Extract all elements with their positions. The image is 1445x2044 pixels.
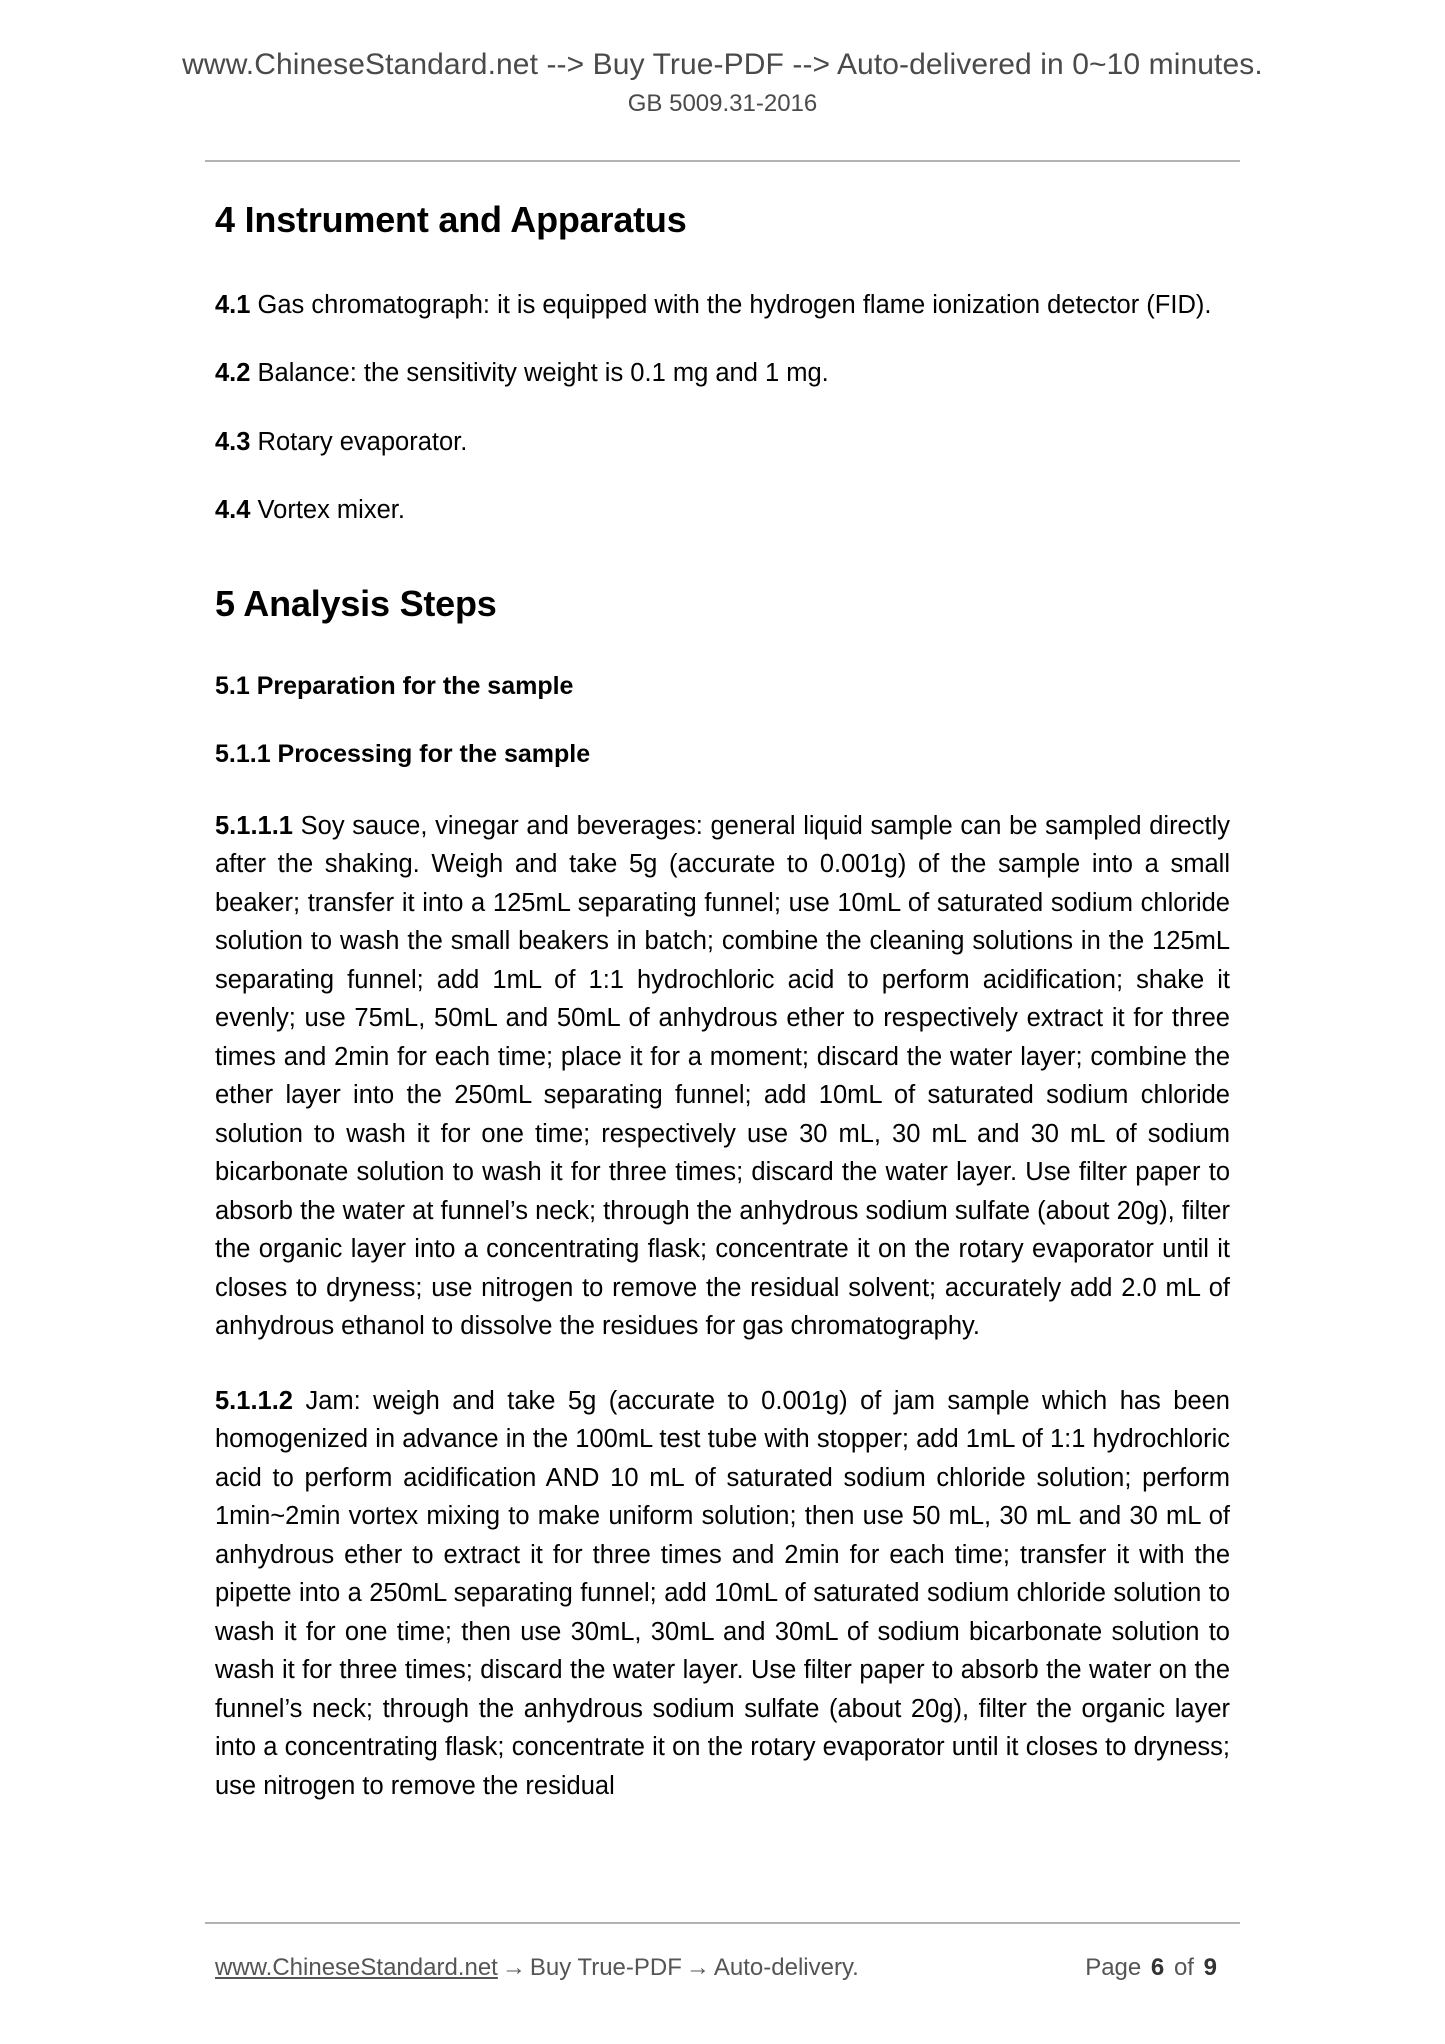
page-footer xyxy=(215,1954,1230,1982)
footer-buy-label: Buy True-PDF xyxy=(529,1954,682,1981)
clause-text: Jam: weigh and take 5g (accurate to 0.001g) of jam sample which has been homogenized in advance in the 100mL test tube with stopper; add 1mL of 1:1 hydrochloric acid to perform acidification AND 10 mL of saturated sodium chloride solution; perform 1min~2min vortex mixing to make uniform solution; then use 50 mL, 30 mL and 30 mL of anhydrous ether to extract it for three times and 2min for each time; transfer it with the pipette into a 250mL separating funnel; add 10mL of saturated sodium chloride solution to wash it for one time; then use 30mL, 30mL and 30mL of sodium bicarbonate solution to wash it for three times; discard the water layer. Use filter paper to absorb the water on the funnel’s neck; through the anhydrous sodium sulfate (about 20g), filter the organic layer into a concentrating flask; concentrate it on the rotary evaporator until it closes to dryness; use nitrogen to remove the residual xyxy=(215,1386,1230,1800)
spacer xyxy=(215,461,1230,491)
section-heading-analysis: 5 Analysis Steps xyxy=(215,582,497,624)
arrow-right-icon: → xyxy=(501,1954,526,1981)
page-header xyxy=(0,48,1445,117)
spacer xyxy=(215,324,1230,354)
subsection-heading-5-1-1: 5.1.1 Processing for the sample xyxy=(215,740,591,769)
footer-site-link[interactable]: www.ChineseStandard.net xyxy=(215,1954,498,1981)
clause-4-4 xyxy=(215,491,1230,530)
clause-text: Rotary evaporator. xyxy=(250,427,468,456)
footer-delivery-label: Auto-delivery. xyxy=(713,1954,859,1981)
clause-text: Gas chromatograph: it is equipped with the hydrogen flame ionization detector (FID). xyxy=(250,290,1212,319)
page-label: Page xyxy=(1085,1954,1142,1981)
spacer xyxy=(215,393,1230,423)
clause-4-3 xyxy=(215,423,1230,462)
subsection-heading-5-1: 5.1 Preparation for the sample xyxy=(215,671,574,700)
clause-number: 4.3 xyxy=(215,427,251,456)
spacer xyxy=(215,530,1230,582)
spacer xyxy=(215,702,1230,738)
footer-promo xyxy=(215,1954,859,1982)
standard-number: GB 5009.31-2016 xyxy=(627,89,818,117)
current-page-number: 6 xyxy=(1150,1954,1165,1981)
header-divider xyxy=(205,160,1240,162)
section-heading-instrument: 4 Instrument and Apparatus xyxy=(215,199,687,240)
clause-5-1-1-1 xyxy=(215,807,1230,1346)
clause-number: 4.1 xyxy=(215,290,251,319)
spacer xyxy=(215,242,1230,286)
header-promo-text: www.ChineseStandard.net --> Buy True-PDF --> Auto-delivered in 0~10 minutes. xyxy=(182,48,1263,81)
footer-divider xyxy=(205,1922,1240,1924)
spacer xyxy=(215,771,1230,807)
of-label: of xyxy=(1173,1954,1194,1981)
spacer xyxy=(215,1346,1230,1382)
clause-5-1-1-2 xyxy=(215,1382,1230,1806)
clause-number: 5.1.1.1 xyxy=(215,811,293,840)
clause-number: 5.1.1.2 xyxy=(215,1386,293,1415)
clause-number: 4.4 xyxy=(215,496,251,525)
clause-number: 4.2 xyxy=(215,359,251,388)
clause-text: Balance: the sensitivity weight is 0.1 mg and 1 mg. xyxy=(250,359,829,388)
page-indicator xyxy=(1085,1954,1220,1982)
clause-4-1 xyxy=(215,286,1230,325)
document-content xyxy=(215,198,1230,1805)
spacer xyxy=(215,626,1230,670)
clause-text: Soy sauce, vinegar and beverages: general liquid sample can be sampled directly after the shaking. Weigh and take 5g (accurate to 0.001g) of the sample into a small beaker; transfer it into a 125mL separating funnel; use 10mL of saturated sodium chloride solution to wash the small beakers in batch; combine the cleaning solutions in the 125mL separating funnel; add 1mL of 1:1 hydrochloric acid to perform acidification; shake it evenly; use 75mL, 50mL and 50mL of anhydrous ether to respectively extract it for three times and 2min for each time; place it for a moment; discard the water layer; combine the ether layer into the 250mL separating funnel; add 10mL of saturated sodium chloride solution to wash it for one time; respectively use 30 mL, 30 mL and 30 mL of sodium bicarbonate solution to wash it for three times; discard the water layer. Use filter paper to absorb the water at funnel’s neck; through the anhydrous sodium sulfate (about 20g), filter the organic layer into a concentrating flask; concentrate it on the rotary evaporator until it closes to dryness; use nitrogen to remove the residual solvent; accurately add 2.0 mL of anhydrous ethanol to dissolve the residues for gas chromatography. xyxy=(215,811,1230,1341)
clause-text: Vortex mixer. xyxy=(250,496,405,525)
total-page-count: 9 xyxy=(1203,1954,1217,1981)
clause-4-2 xyxy=(215,354,1230,393)
arrow-right-icon: → xyxy=(685,1954,710,1981)
